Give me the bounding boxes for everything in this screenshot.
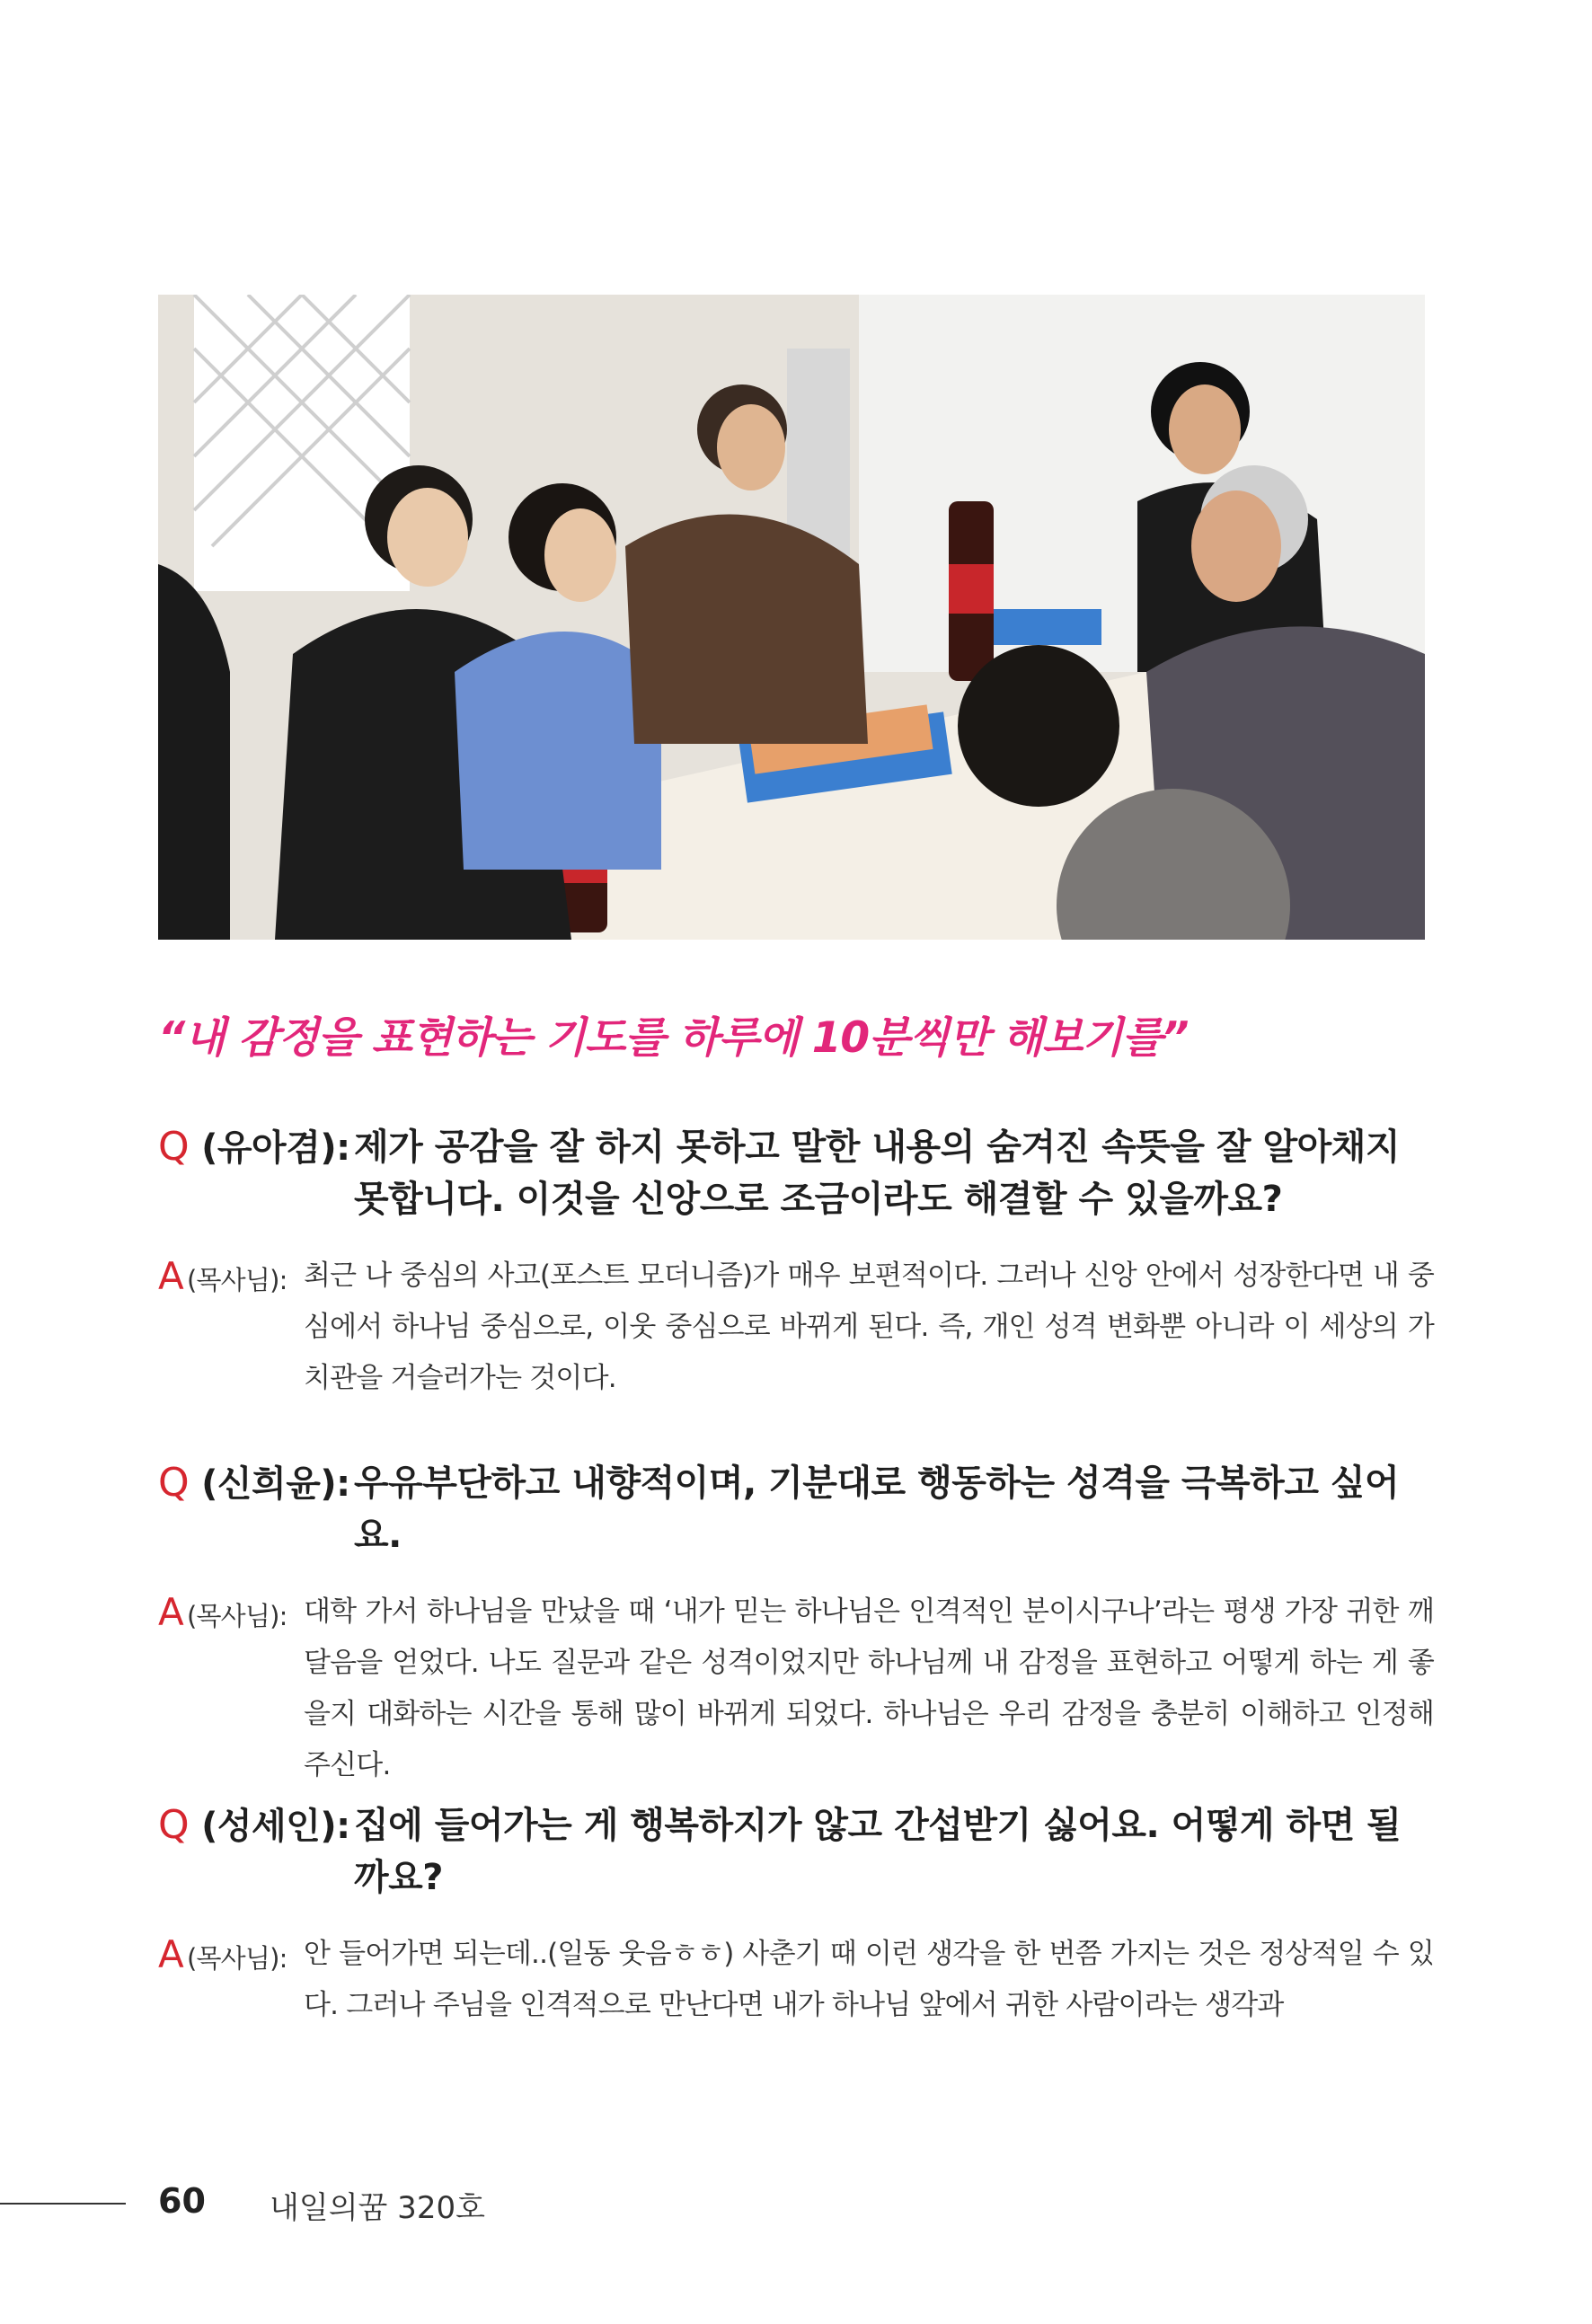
answer-speaker: (목사님): <box>186 1943 287 1974</box>
answer-2 <box>158 1586 1434 1791</box>
photo-illustration <box>158 295 1425 940</box>
qa-block-3 <box>158 1799 1434 2031</box>
question-text: 제가 공감을 잘 하지 못하고 말한 내용의 숨겨진 속뜻을 잘 알아채지 못합니다. 이것을 신앙으로 조금이라도 해결할 수 있을까요? <box>354 1127 1401 1220</box>
q-mark: Q <box>158 1124 190 1170</box>
answer-1 <box>158 1250 1434 1404</box>
q-mark: Q <box>158 1460 190 1506</box>
article-headline: “내 감정을 표현하는 기도를 하루에 10분씩만 해보기를” <box>158 1013 1189 1063</box>
a-mark: A <box>158 1932 183 1976</box>
question-text: 우유부단하고 내향적이며, 기분대로 행동하는 성격을 극복하고 싶어요. <box>354 1462 1400 1556</box>
question-lead <box>158 1799 350 1852</box>
answer-lead <box>158 1929 287 1984</box>
question-lead <box>158 1121 350 1174</box>
group-discussion-photo <box>158 295 1425 940</box>
answer-lead <box>158 1586 287 1642</box>
answer-text: 대학 가서 하나님을 만났을 때 ‘내가 믿는 하나님은 인격적인 분이시구나’라는 평생 가장 귀한 깨달음을 얻었다. 나도 질문과 같은 성격이었지만 하나님께 내 감정을 표현하고 어떻게 하는 게 좋을지 대화하는 시간을 통해 많이 바뀌게 되었다. 하나님은 우리 감정을 충분히 이해하고 인정해 주신다. <box>304 1595 1434 1781</box>
a-mark: A <box>158 1590 183 1634</box>
answer-speaker: (목사님): <box>186 1601 287 1631</box>
answer-3 <box>158 1929 1434 2031</box>
question-asker: (유아겸): <box>201 1127 350 1169</box>
qa-block-2 <box>158 1457 1434 1791</box>
footer-rule <box>0 2203 126 2205</box>
q-mark: Q <box>158 1802 190 1848</box>
question-lead <box>158 1457 350 1510</box>
question-2 <box>158 1457 1434 1561</box>
answer-text: 안 들어가면 되는데..(일동 웃음ㅎㅎ) 사춘기 때 이런 생각을 한 번쯤 가지는 것은 정상적일 수 있다. 그러나 주님을 인격적으로 만난다면 내가 하나님 앞에서 귀한 사람이라는 생각과 <box>304 1938 1434 2021</box>
question-3 <box>158 1799 1434 1904</box>
question-text: 집에 들어가는 게 행복하지가 않고 간섭받기 싫어요. 어떻게 하면 될까요? <box>354 1805 1402 1898</box>
page-number: 60 <box>158 2181 206 2221</box>
question-1 <box>158 1121 1434 1225</box>
a-mark: A <box>158 1254 183 1298</box>
magazine-issue: 내일의꿈 320호 <box>270 2190 485 2226</box>
qa-block-1 <box>158 1121 1434 1404</box>
question-asker: (신희윤): <box>201 1463 350 1505</box>
question-asker: (성세인): <box>201 1806 350 1847</box>
answer-speaker: (목사님): <box>186 1265 287 1295</box>
answer-lead <box>158 1250 287 1306</box>
answer-text: 최근 나 중심의 사고(포스트 모더니즘)가 매우 보편적이다. 그러나 신앙 안에서 성장한다면 내 중심에서 하나님 중심으로, 이웃 중심으로 바뀌게 된다. 즉, 개인 성격 변화뿐 아니라 이 세상의 가치관을 거슬러가는 것이다. <box>304 1259 1434 1394</box>
